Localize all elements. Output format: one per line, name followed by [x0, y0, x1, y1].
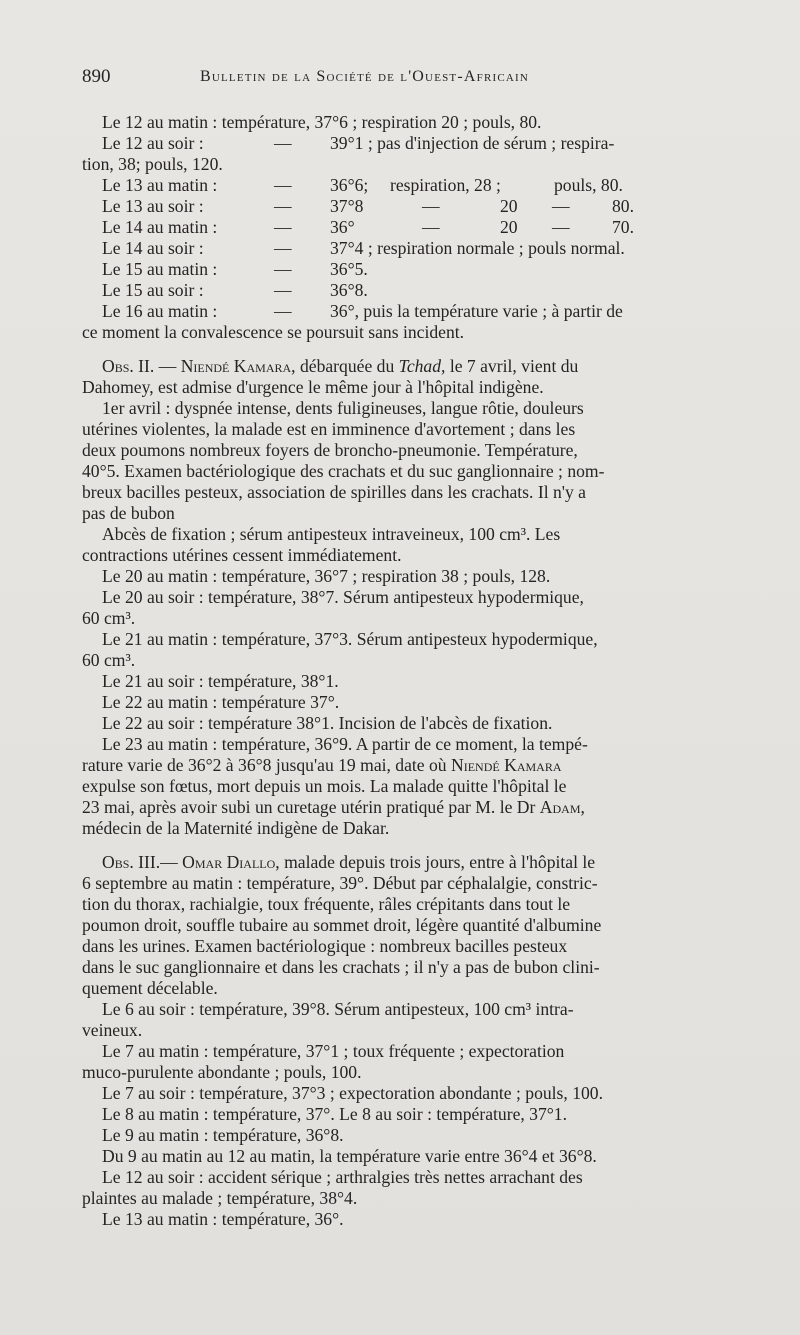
respiration-value: 20	[500, 217, 518, 237]
ditto-dash: —	[274, 133, 292, 153]
text-line: 60 cm³.	[82, 650, 136, 670]
paragraph-gap	[82, 839, 722, 852]
text-line: utérines violentes, la malade est en imminence d'avortement ; dans les	[82, 419, 576, 439]
text-line: Le 20 au soir : température, 38°7. Sérum antipesteux hypodermique,	[102, 587, 584, 607]
text-line: dans les urines. Examen bactériologique : nombreux bacilles pesteux	[82, 936, 568, 956]
text-line: 40°5. Examen bactériologique des crachats et du suc ganglionnaire ; nom-	[82, 461, 605, 481]
text-line: 6 septembre au matin : température, 39°. Début par céphalalgie, constric-	[82, 873, 598, 893]
text-line: Le 23 au matin : température, 36°9. A partir de ce moment, la tempé-	[102, 734, 588, 754]
text-line: Abcès de fixation ; sérum antipesteux intraveineux, 100 cm³. Les	[102, 524, 561, 544]
respiration-value: 20	[500, 196, 518, 216]
pulse-value: pouls, 80.	[554, 175, 623, 195]
line-text: 36°8.	[330, 280, 368, 300]
text-line	[82, 217, 722, 238]
text-line: Le 9 au matin : température, 36°8.	[102, 1125, 344, 1145]
text-line: pas de bubon	[82, 503, 175, 523]
temperature-value: 36°6;	[330, 175, 369, 195]
running-title: Bulletin de la Société de l'Ouest-Africain	[200, 68, 530, 85]
date-label: Le 16 au matin :	[102, 301, 218, 321]
line-text: 36°, puis la température varie ; à partir de	[330, 301, 623, 321]
text-line: deux poumons nombreux foyers de broncho-pneumonie. Température,	[82, 440, 578, 460]
paragraph-gap	[82, 343, 722, 356]
text-line: médecin de la Maternité indigène de Dakar.	[82, 818, 390, 838]
text-line	[82, 280, 722, 301]
ditto-dash: —	[552, 196, 570, 216]
ditto-dash: —	[422, 196, 440, 216]
text-line: Le 12 au matin : température, 37°6 ; respiration 20 ; pouls, 80.	[102, 112, 542, 132]
observation-1-continuation	[82, 112, 722, 343]
obs-label: Obs. II. —	[102, 356, 181, 376]
text-line: Dahomey, est admise d'urgence le même jour à l'hôpital indigène.	[82, 377, 544, 397]
text-line	[82, 259, 722, 280]
ditto-dash: —	[274, 175, 292, 195]
ditto-dash: —	[422, 217, 440, 237]
text-line: Le 12 au soir : accident sérique ; arthralgies très nettes arrachant des	[102, 1167, 583, 1187]
line-text: 36°5.	[330, 259, 368, 279]
text-line	[82, 238, 722, 259]
text-line: muco-purulente abondante ; pouls, 100.	[82, 1062, 362, 1082]
observation-2	[82, 356, 722, 839]
text-line	[82, 797, 722, 818]
ditto-dash: —	[274, 301, 292, 321]
text-line: plaintes au malade ; température, 38°4.	[82, 1188, 358, 1208]
text-line: expulse son fœtus, mort depuis un mois. La malade quitte l'hôpital le	[82, 776, 567, 796]
text-span: le 7 avril, vient du	[445, 356, 579, 376]
text-line: Le 13 au matin : température, 36°.	[102, 1209, 344, 1229]
ship-name: Tchad,	[398, 356, 446, 376]
observation-3	[82, 852, 722, 1230]
text-line	[82, 755, 722, 776]
text-line	[82, 301, 722, 322]
ditto-dash: —	[274, 259, 292, 279]
respiration-value: respiration, 28 ;	[390, 175, 501, 195]
text-line: Le 6 au soir : température, 39°8. Sérum antipesteux, 100 cm³ intra-	[102, 999, 574, 1019]
text-line	[82, 356, 722, 377]
patient-name: Niendé Kamara	[180, 356, 292, 376]
date-label: Le 12 au soir :	[102, 133, 204, 153]
line-text: 39°1 ; pas d'injection de sérum ; respira-	[330, 133, 615, 153]
pulse-value: 80.	[612, 196, 634, 216]
text-span: , débarquée du	[291, 356, 399, 376]
temperature-value: 37°8	[330, 196, 364, 216]
text-line: Le 20 au matin : température, 36°7 ; respiration 38 ; pouls, 128.	[102, 566, 551, 586]
ditto-dash: —	[274, 280, 292, 300]
text-line: Le 21 au soir : température, 38°1.	[102, 671, 339, 691]
text-line: Le 21 au matin : température, 37°3. Sérum antipesteux hypodermique,	[102, 629, 598, 649]
text-span: rature varie de 36°2 à 36°8 jusqu'au 19 mai, date où	[82, 755, 452, 775]
date-label: Le 15 au soir :	[102, 280, 204, 300]
text-line: contractions utérines cessent immédiatement.	[82, 545, 402, 565]
page-header	[82, 66, 722, 92]
date-label: Le 14 au soir :	[102, 238, 204, 258]
patient-name: Omar Diallo	[182, 852, 276, 872]
text-line: tion, 38; pouls, 120.	[82, 154, 223, 174]
date-label: Le 14 au matin :	[102, 217, 218, 237]
text-line: Du 9 au matin au 12 au matin, la température varie entre 36°4 et 36°8.	[102, 1146, 597, 1166]
text-line: Le 8 au matin : température, 37°. Le 8 au soir : température, 37°1.	[102, 1104, 567, 1124]
obs-label: Obs. III.—	[102, 852, 183, 872]
text-line: Le 7 au soir : température, 37°3 ; expectoration abondante ; pouls, 100.	[102, 1083, 603, 1103]
text-line	[82, 133, 722, 154]
text-line: Le 22 au soir : température 38°1. Incision de l'abcès de fixation.	[102, 713, 553, 733]
ditto-dash: —	[274, 217, 292, 237]
text-line: 60 cm³.	[82, 608, 136, 628]
ditto-dash: —	[274, 196, 292, 216]
doctor-name: Adam,	[539, 797, 585, 817]
date-label: Le 13 au soir :	[102, 196, 204, 216]
patient-name: Niendé Kamara	[451, 755, 562, 775]
text-line: tion du thorax, rachialgie, toux fréquente, râles crépitants dans tout le	[82, 894, 571, 914]
temperature-value: 36°	[330, 217, 355, 237]
text-span: , malade depuis trois jours, entre à l'hôpital le	[275, 852, 596, 872]
text-line: quement décelable.	[82, 978, 218, 998]
date-label: Le 13 au matin :	[102, 175, 218, 195]
date-label: Le 15 au matin :	[102, 259, 218, 279]
ditto-dash: —	[552, 217, 570, 237]
text-span: 23 mai, après avoir subi un curetage utérin pratiqué par M. le Dr	[82, 797, 540, 817]
body-text	[82, 112, 722, 1230]
text-line: dans le suc ganglionnaire et dans les crachats ; il n'y a pas de bubon clini-	[82, 957, 600, 977]
line-text: 37°4 ; respiration normale ; pouls normal.	[330, 238, 625, 258]
text-line: 1er avril : dyspnée intense, dents fuligineuses, langue rôtie, douleurs	[102, 398, 584, 418]
ditto-dash: —	[274, 238, 292, 258]
pulse-value: 70.	[612, 217, 634, 237]
text-line: ce moment la convalescence se poursuit sans incident.	[82, 322, 465, 342]
text-line: breux bacilles pesteux, association de spirilles dans les crachats. Il n'y a	[82, 482, 586, 502]
text-line	[82, 175, 722, 196]
text-line: Le 22 au matin : température 37°.	[102, 692, 340, 712]
text-line: veineux.	[82, 1020, 143, 1040]
text-line: Le 7 au matin : température, 37°1 ; toux fréquente ; expectoration	[102, 1041, 565, 1061]
text-line	[82, 196, 722, 217]
text-line: poumon droit, souffle tubaire au sommet droit, légère quantité d'albumine	[82, 915, 602, 935]
text-line	[82, 852, 722, 873]
page-number: 890	[82, 66, 111, 87]
